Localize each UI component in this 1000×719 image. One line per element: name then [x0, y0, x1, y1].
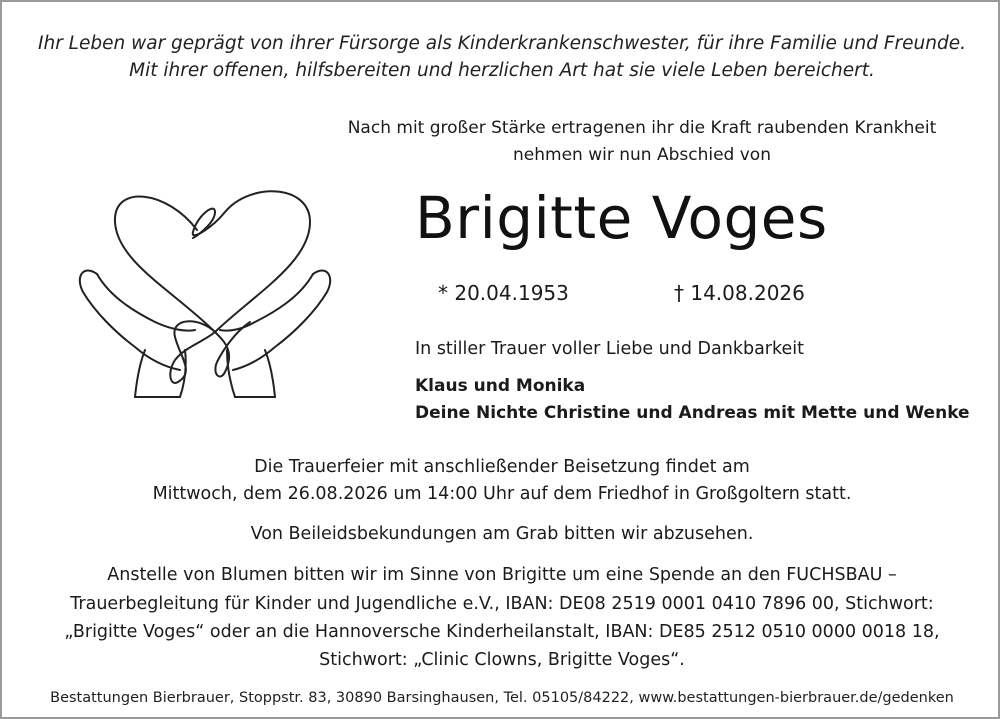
- mourners-intro: In stiller Trauer voller Liebe und Dankbarkeit: [415, 339, 804, 359]
- mourners-line-2: Deine Nichte Christine und Andreas mit Mette und Wenke: [415, 403, 970, 423]
- lead-line-1: Nach mit großer Stärke ertragenen ihr die Kraft raubenden Krankheit: [347, 118, 937, 138]
- heart-in-hands-icon: [75, 182, 335, 412]
- birth-date: * 20.04.1953: [438, 281, 569, 305]
- deceased-name: Brigitte Voges: [415, 184, 828, 252]
- donation-line-1: Anstelle von Blumen bitten wir im Sinne von Brigitte um eine Spende an den FUCHSBAU –: [107, 565, 897, 585]
- lead-line-2: nehmen wir nun Abschied von: [513, 145, 771, 165]
- intro-line-2: Mit ihrer offenen, hilfsbereiten und herzlichen Art hat sie viele Leben bereichert.: [129, 60, 875, 81]
- ceremony-line-1: Die Trauerfeier mit anschließender Beisetzung findet am: [254, 457, 750, 477]
- mourners-line-1: Klaus und Monika: [415, 376, 586, 396]
- condolence-note: Von Beileidsbekundungen am Grab bitten wir abzusehen.: [250, 524, 754, 544]
- ceremony-line-2: Mittwoch, dem 26.08.2026 um 14:00 Uhr auf dem Friedhof in Großgoltern statt.: [152, 484, 852, 504]
- donation-line-3: „Brigitte Voges“ oder an die Hannoversche Kinderheilanstalt, IBAN: DE85 2512 0510 0000 0018 18,: [64, 622, 940, 642]
- donation-line-4: Stichwort: „Clinic Clowns, Brigitte Voges“.: [319, 650, 685, 670]
- funeral-home-footer: Bestattungen Bierbrauer, Stoppstr. 83, 30890 Barsinghausen, Tel. 05105/84222, www.bestattungen-bierbrauer.de/gedenken: [50, 690, 954, 706]
- death-date: † 14.08.2026: [674, 281, 805, 305]
- intro-line-1: Ihr Leben war geprägt von ihrer Fürsorge als Kinderkrankenschwester, für ihre Familie und Freunde.: [38, 33, 966, 54]
- donation-line-2: Trauerbegleitung für Kinder und Jugendliche e.V., IBAN: DE08 2519 0001 0410 7896 00, Stichwort:: [70, 594, 934, 614]
